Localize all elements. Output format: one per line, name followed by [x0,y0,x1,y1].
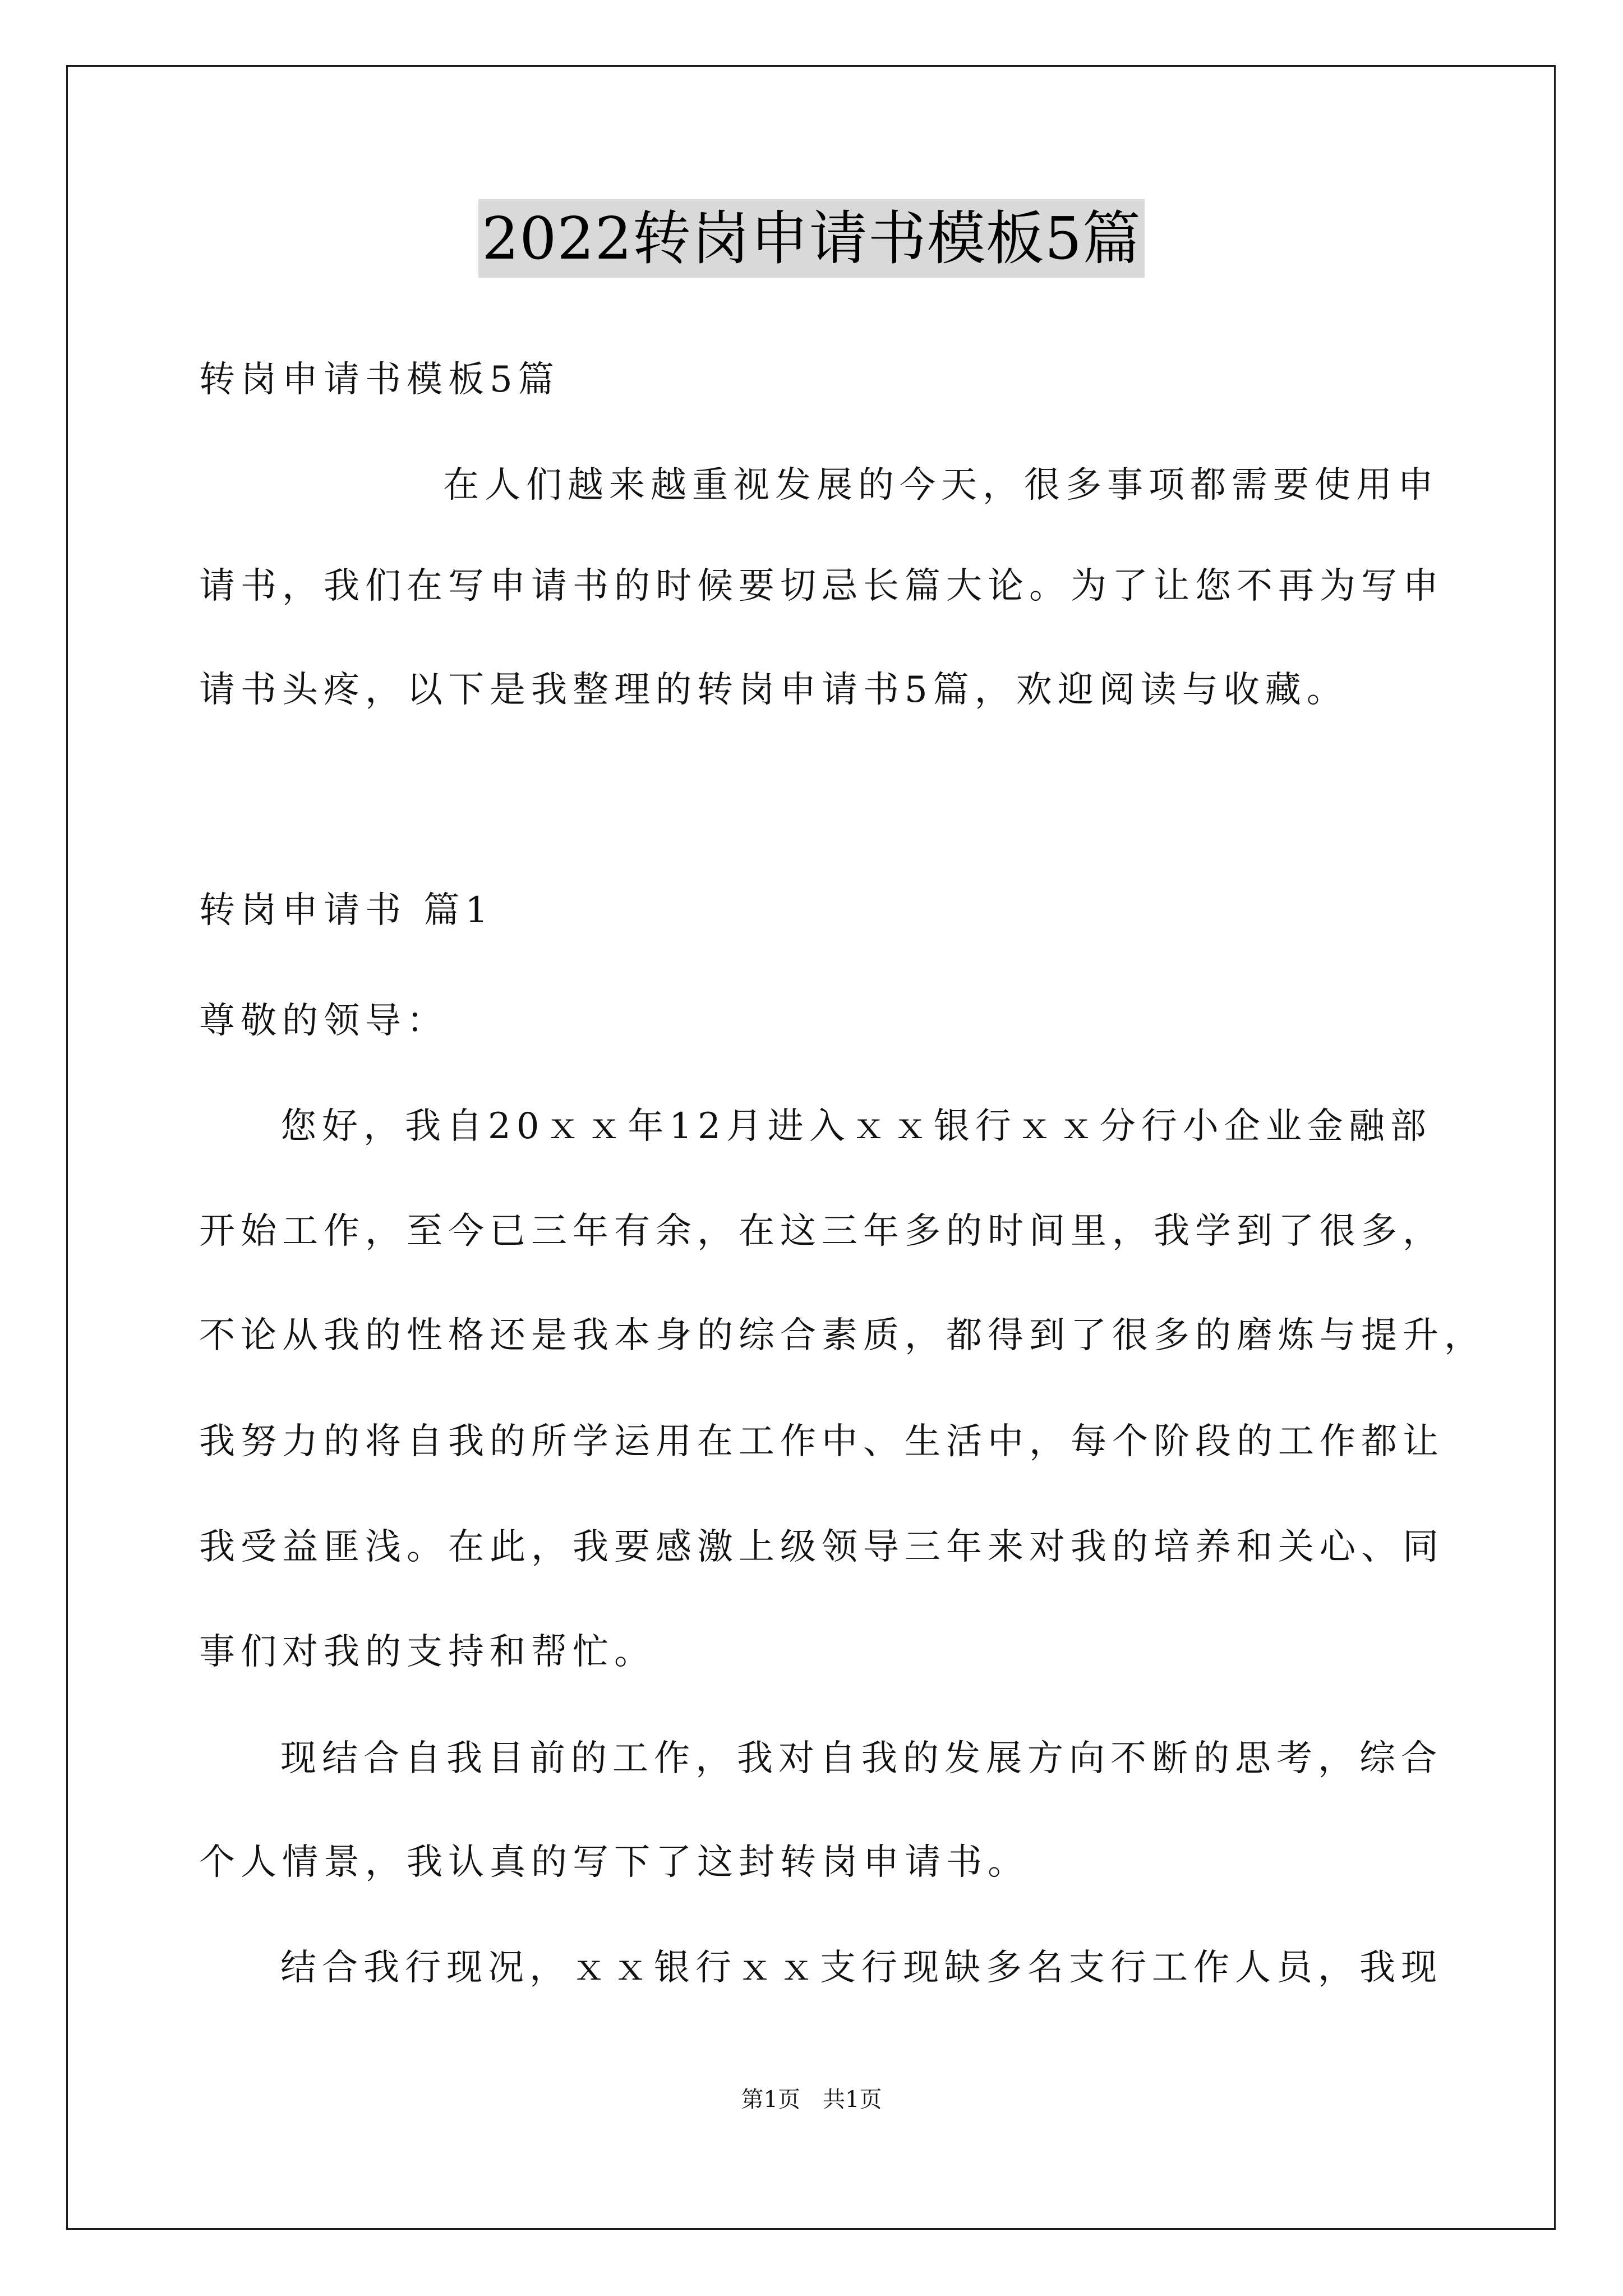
intro-line-3: 请书头疼，以下是我整理的转岗申请书5篇，欢迎阅读与收藏。 [199,669,1348,711]
intro-line-2: 请书，我们在写申请书的时候要切忌长篇大论。为了让您不再为写申 [199,565,1444,607]
body-line-2: 开始工作，至今已三年有余，在这三年多的时间里，我学到了很多， [199,1211,1444,1252]
document-subtitle: 转岗申请书模板5篇 [199,359,560,401]
body-line-3: 不论从我的性格还是我本身的综合素质，都得到了很多的磨炼与提升， [199,1315,1486,1356]
body-line-7: 现结合自我目前的工作，我对自我的发展方向不断的思考，综合 [280,1738,1442,1779]
body-line-1: 您好，我自20ｘｘ年12月进入ｘｘ银行ｘｘ分行小企业金融部 [280,1106,1432,1147]
page-total: 共1页 [823,2087,882,2113]
title-container [0,199,1623,278]
salutation: 尊敬的领导： [199,1000,448,1042]
document-title: 2022转岗申请书模板5篇 [478,199,1145,278]
body-line-4: 我努力的将自我的所学运用在工作中、生活中，每个阶段的工作都让 [199,1421,1444,1462]
page-footer [0,2084,1623,2115]
body-line-5: 我受益匪浅。在此，我要感激上级领导三年来对我的培养和关心、同 [199,1526,1444,1568]
body-line-6: 事们对我的支持和帮忙。 [199,1631,656,1673]
page-number: 第1页 [741,2087,800,2113]
section-heading: 转岗申请书 篇1 [199,890,494,931]
body-line-9: 结合我行现况，ｘｘ银行ｘｘ支行现缺多名支行工作人员，我现 [280,1947,1442,1989]
intro-line-1: 在人们越来越重视发展的今天，很多事项都需要使用申 [443,464,1439,506]
body-line-8: 个人情景，我认真的写下了这封转岗申请书。 [199,1842,1029,1883]
